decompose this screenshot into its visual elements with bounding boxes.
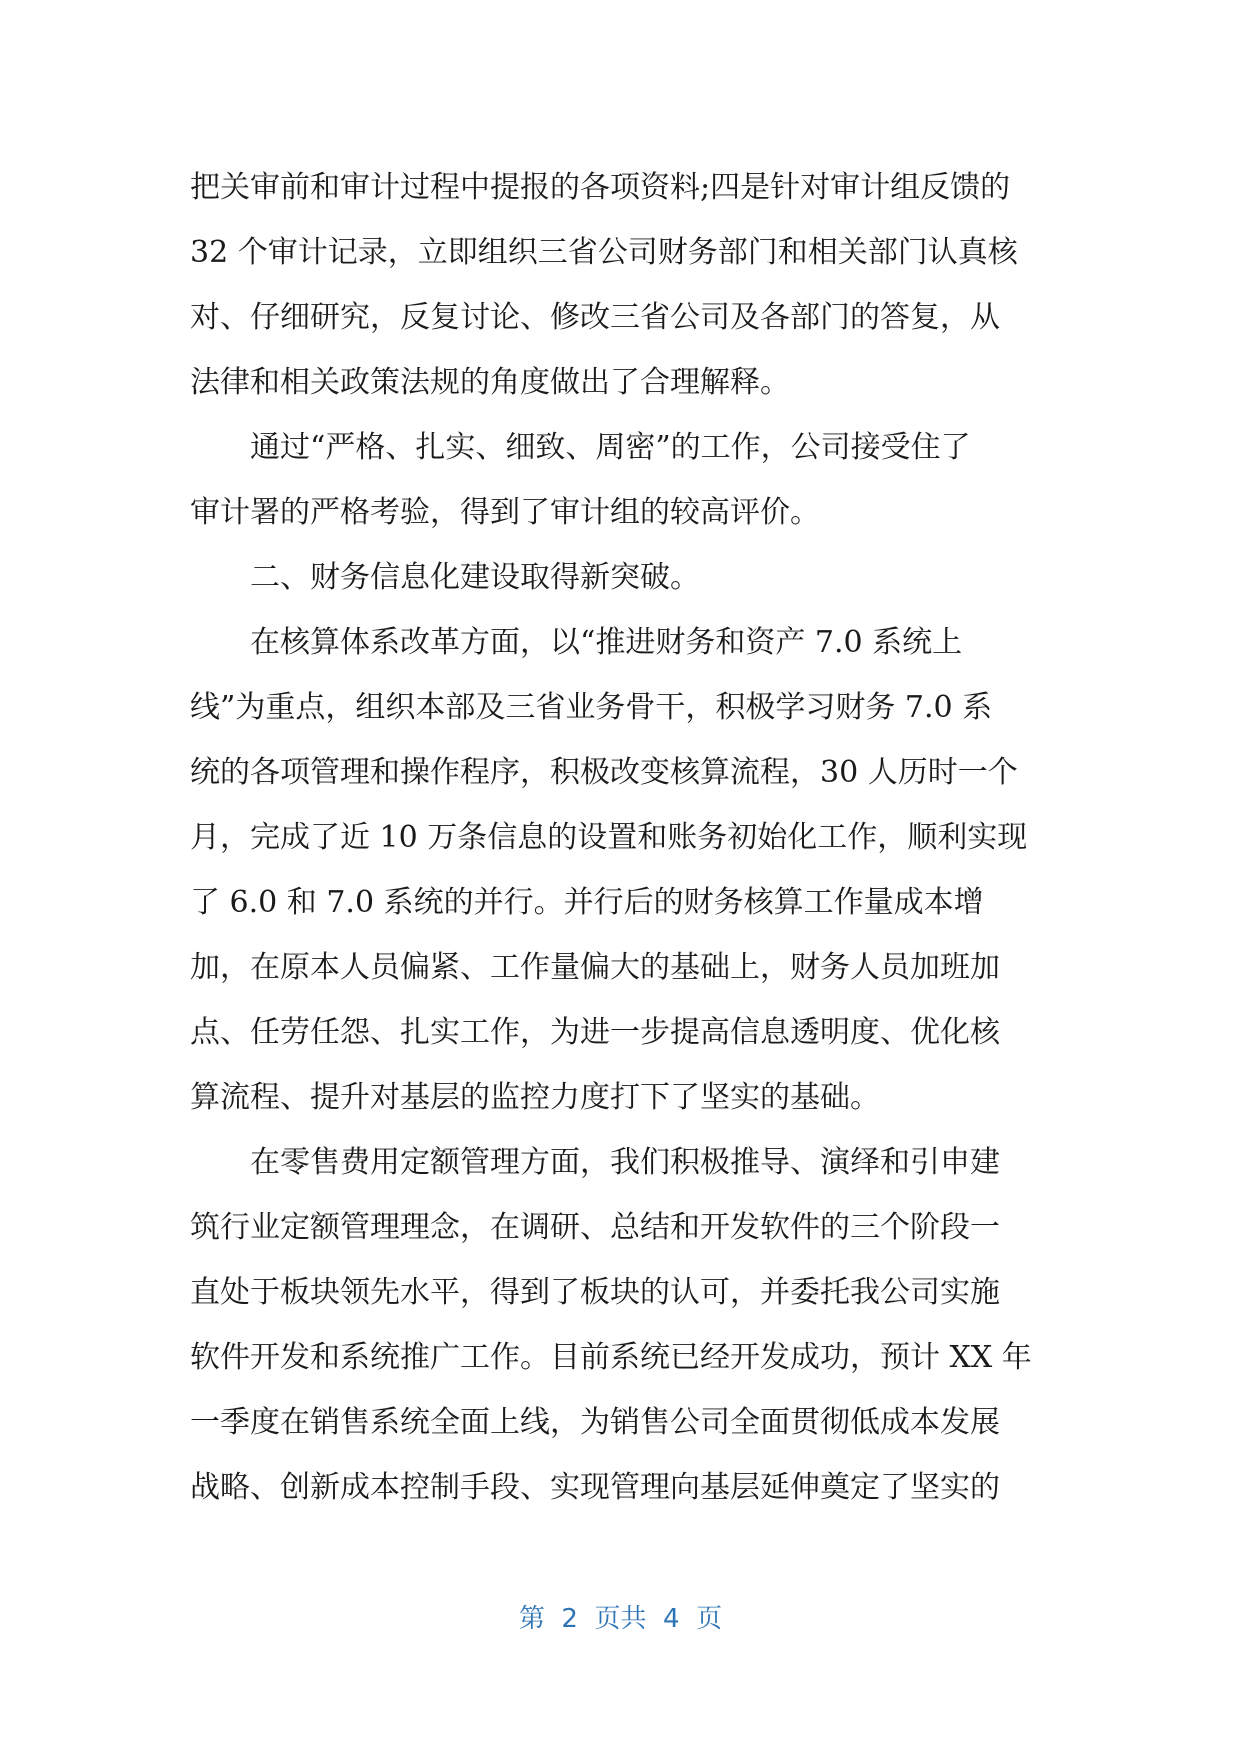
text-line: 筑行业定额管理理念，在调研、总结和开发软件的三个阶段一 — [190, 1210, 1000, 1245]
text-line: 在核算体系改革方面，以“推进财务和资产 7.0 系统上 — [250, 625, 963, 660]
text-line: 把关审前和审计过程中提报的各项资料;四是针对审计组反馈的 — [190, 170, 1011, 205]
text-line: 二、财务信息化建设取得新突破。 — [250, 560, 700, 595]
text-line: 通过“严格、扎实、细致、周密”的工作，公司接受住了 — [250, 430, 971, 465]
text-line: 法律和相关政策法规的角度做出了合理解释。 — [190, 365, 790, 400]
text-line: 审计署的严格考验，得到了审计组的较高评价。 — [190, 495, 820, 530]
text-line: 点、任劳任怨、扎实工作，为进一步提高信息透明度、优化核 — [190, 1015, 1000, 1050]
text-line: 算流程、提升对基层的监控力度打下了坚实的基础。 — [190, 1080, 880, 1115]
body-text — [190, 155, 1060, 1520]
text-line: 了 6.0 和 7.0 系统的并行。并行后的财务核算工作量成本增 — [190, 885, 984, 920]
text-line: 对、仔细研究，反复讨论、修改三省公司及各部门的答复，从 — [190, 300, 1000, 335]
text-line: 直处于板块领先水平，得到了板块的认可，并委托我公司实施 — [190, 1275, 1000, 1310]
text-line: 月，完成了近 10 万条信息的设置和账务初始化工作，顺利实现 — [190, 820, 1028, 855]
text-line: 加，在原本人员偏紧、工作量偏大的基础上，财务人员加班加 — [190, 950, 1000, 985]
page-footer: 第 2 页共 4 页 — [518, 1604, 723, 1634]
text-line: 软件开发和系统推广工作。目前系统已经开发成功，预计 XX 年 — [190, 1340, 1032, 1375]
text-line: 在零售费用定额管理方面，我们积极推导、演绎和引申建 — [250, 1145, 1000, 1180]
text-line: 统的各项管理和操作程序，积极改变核算流程，30 人历时一个 — [190, 755, 1018, 790]
text-line: 32 个审计记录，立即组织三省公司财务部门和相关部门认真核 — [190, 235, 1018, 270]
text-line: 一季度在销售系统全面上线，为销售公司全面贯彻低成本发展 — [190, 1405, 1000, 1440]
text-line: 战略、创新成本控制手段、实现管理向基层延伸奠定了坚实的 — [190, 1470, 1000, 1505]
text-line: 线”为重点，组织本部及三省业务骨干，积极学习财务 7.0 系 — [190, 690, 993, 725]
